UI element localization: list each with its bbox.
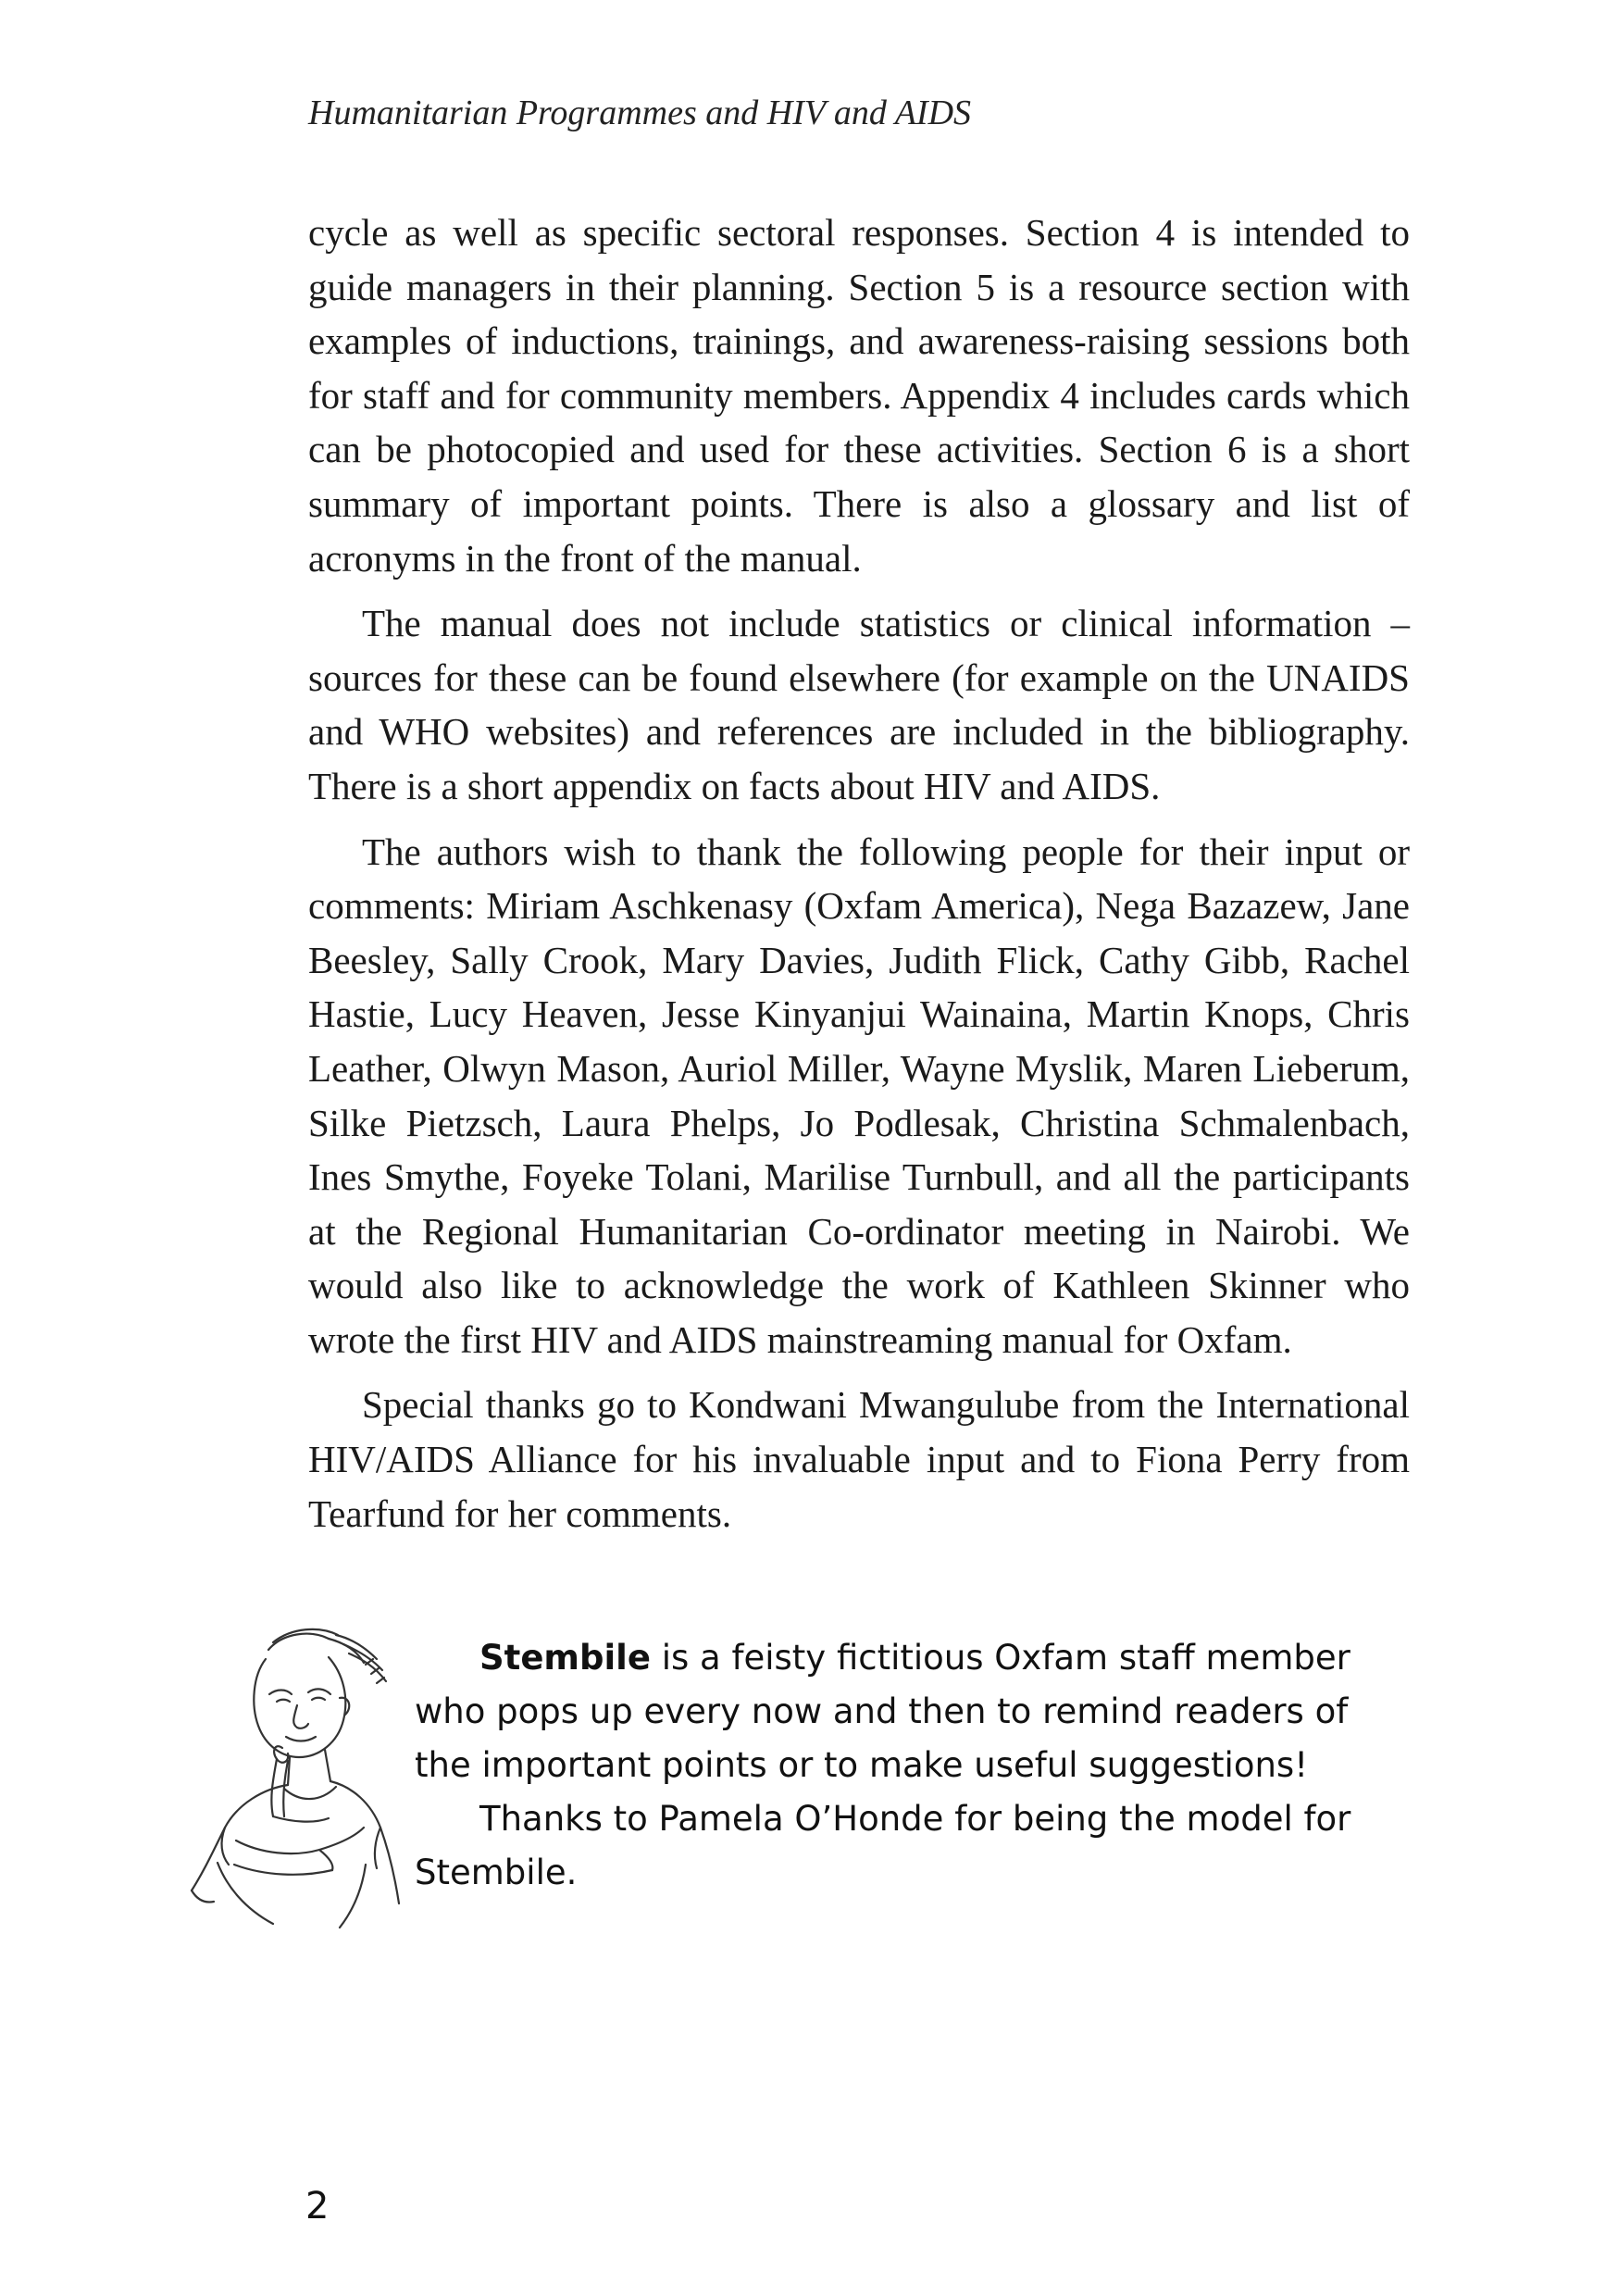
stembile-callout: [180, 1622, 1421, 1955]
paragraph-1: cycle as well as specific sectoral responses. Section 4 is intended to guide managers in their planning. Section 5 is a resource section with examples of inductions, trainings, and awareness-raising sessions both for staff and for community members. Appendix 4 includes cards which can be photocopied and used for these activities. Section 6 is a short summary of important points. There is also a glossary and list of acronyms in the front of the manual.: [308, 211, 1410, 580]
running-header: Humanitarian Programmes and HIV and AIDS: [308, 94, 972, 132]
paragraph-2: The manual does not include statistics or clinical information – sources for these can be found elsewhere (for example on the UNAIDS and WHO websites) and references are included in the bibliography. There is a short appendix on facts about HIV and AIDS.: [308, 602, 1410, 807]
callout-intro-rest: is a feisty fictitious Oxfam staff member who pops up every now and then to remind readers of the important points or to make useful suggestions!: [415, 1638, 1350, 1785]
paragraph-3: The authors wish to thank the following people for their input or comments: Miriam Aschkenasy (Oxfam America), Nega Bazazew, Jane Beesley, Sally Crook, Mary Davies, Judith Flick, Cathy Gibb, Rachel Hastie, Lucy Heaven, Jesse Kinyanjui Wainaina, Martin Knops, Chris Leather, Olwyn Mason, Auriol Miller, Wayne Myslik, Maren Lieberum, Silke Pietzsch, Laura Phelps, Jo Podlesak, Christina Schmalenbach, Ines Smythe, Foyeke Tolani, Marilise Turnbull, and all the participants at the Regional Humanitarian Co-ordinator meeting in Nairobi. We would also like to acknowledge the work of Kathleen Skinner who wrote the first HIV and AIDS mainstreaming manual for Oxfam.: [308, 830, 1410, 1361]
page-number: 2: [305, 2185, 330, 2227]
paragraph-4: Special thanks go to Kondwani Mwangulube from the International HIV/AIDS Alliance for his invaluable input and to Fiona Perry from Tearfund for her comments.: [308, 1383, 1410, 1535]
callout-intro: [415, 1631, 1405, 1792]
body-text: [308, 206, 1410, 1552]
callout-thanks: Thanks to Pamela O’Honde for being the model for Stembile.: [415, 1799, 1351, 1892]
woman-thinking-illustration-icon: [180, 1622, 412, 1937]
callout-text: [415, 1631, 1405, 1900]
stembile-name: Stembile: [479, 1638, 651, 1678]
